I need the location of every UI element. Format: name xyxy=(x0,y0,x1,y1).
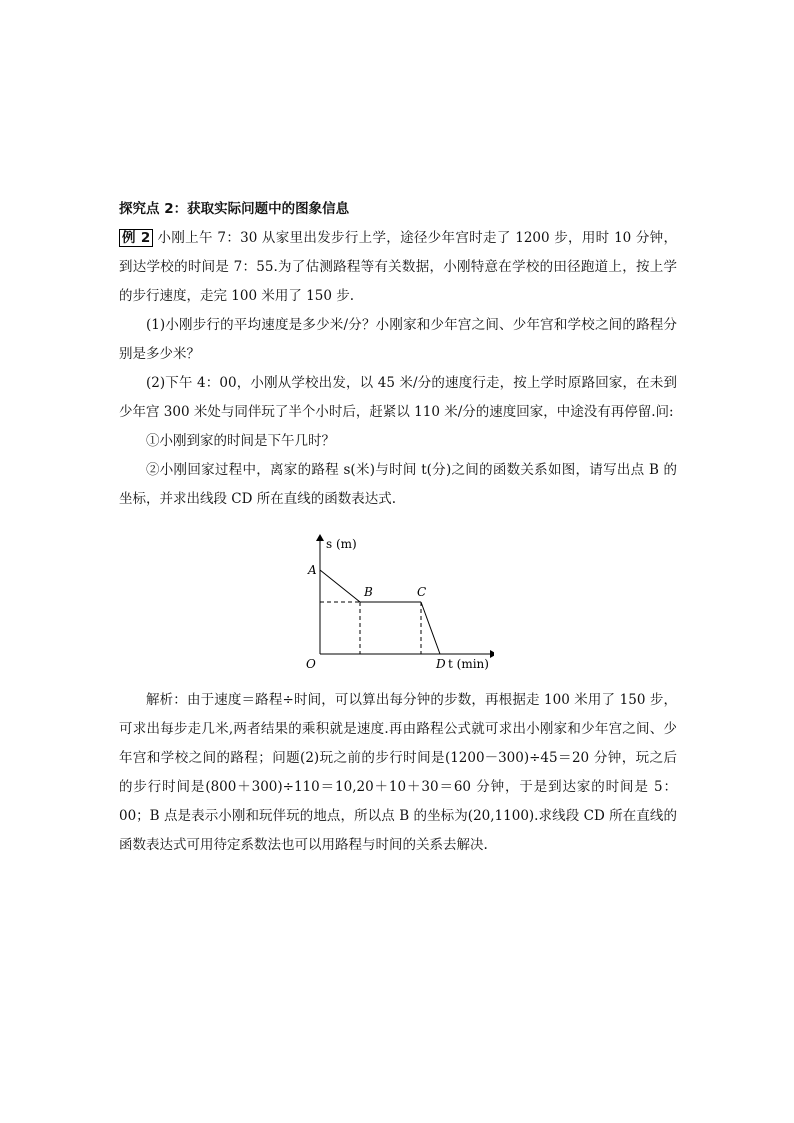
question-2b: ②小刚回家过程中，离家的路程 s(米)与时间 t(分)之间的函数关系如图，请写出点 B 的坐标，并求出线段 CD 所在直线的函数表达式. xyxy=(119,462,677,507)
point-a-label: A xyxy=(308,563,317,577)
point-c-label: C xyxy=(417,585,427,599)
example-tag: 例 2 xyxy=(119,229,153,247)
point-b-label: B xyxy=(364,585,373,599)
analysis-paragraph: 解析：由于速度＝路程÷时间，可以算出每分钟的步数，再根据走 100 米用了 150 步，可求出每步走几米,两者结果的乘积就是速度.再由路程公式就可求出小刚家和少年宫之间、少年宫和学校之间的路程；问题(2)玩之前的步行时间是(1200－300)÷45＝20 分钟，玩之后的步行时间是(800＋300)÷110＝10,20＋10＋30＝60 分钟，于是到达家的时间是 5：00；B 点是表示小刚和玩伴玩的地点，所以点 B 的坐标为(20,1100).求线段 CD 所在直线的函数表达式可用待定系数法也可以用路程与时间的关系去解决. xyxy=(119,692,677,853)
example-intro-text: 小刚上午 7：30 从家里出发步行上学，途径少年宫时走了 1200 步，用时 10 分钟，到达学校的时间是 7：55.为了估测路程等有关数据，小刚特意在学校的田径跑道上，按上学的步行速度，走完 100 米用了 150 步. xyxy=(119,230,677,304)
example-intro xyxy=(119,224,677,311)
origin-label: O xyxy=(306,657,316,671)
x-axis-label: t (min) xyxy=(448,657,489,671)
y-axis-arrow xyxy=(316,534,324,541)
section-heading: 探究点 2：获取实际问题中的图象信息 xyxy=(119,201,350,217)
graph-svg xyxy=(294,528,494,678)
question-2: (2)下午 4：00，小刚从学校出发，以 45 米/分的速度行走，按上学时原路回家，在未到少年宫 300 米处与同伴玩了半个小时后，赶紧以 110 米/分的速度回家，中途没有再停留.问: xyxy=(119,375,677,420)
y-axis-label: s (m) xyxy=(326,537,357,551)
x-axis-arrow xyxy=(490,650,494,658)
distance-time-graph xyxy=(119,528,677,678)
question-1: (1)小刚步行的平均速度是多少米/分？小刚家和少年宫之间、少年宫和学校之间的路程分别是多少米？ xyxy=(119,317,677,362)
question-2a: ①小刚到家的时间是下午几时？ xyxy=(146,433,335,449)
segment-cd xyxy=(421,602,440,654)
segment-ab xyxy=(320,570,360,602)
document-body xyxy=(119,195,677,860)
point-d-label: D xyxy=(436,657,446,671)
